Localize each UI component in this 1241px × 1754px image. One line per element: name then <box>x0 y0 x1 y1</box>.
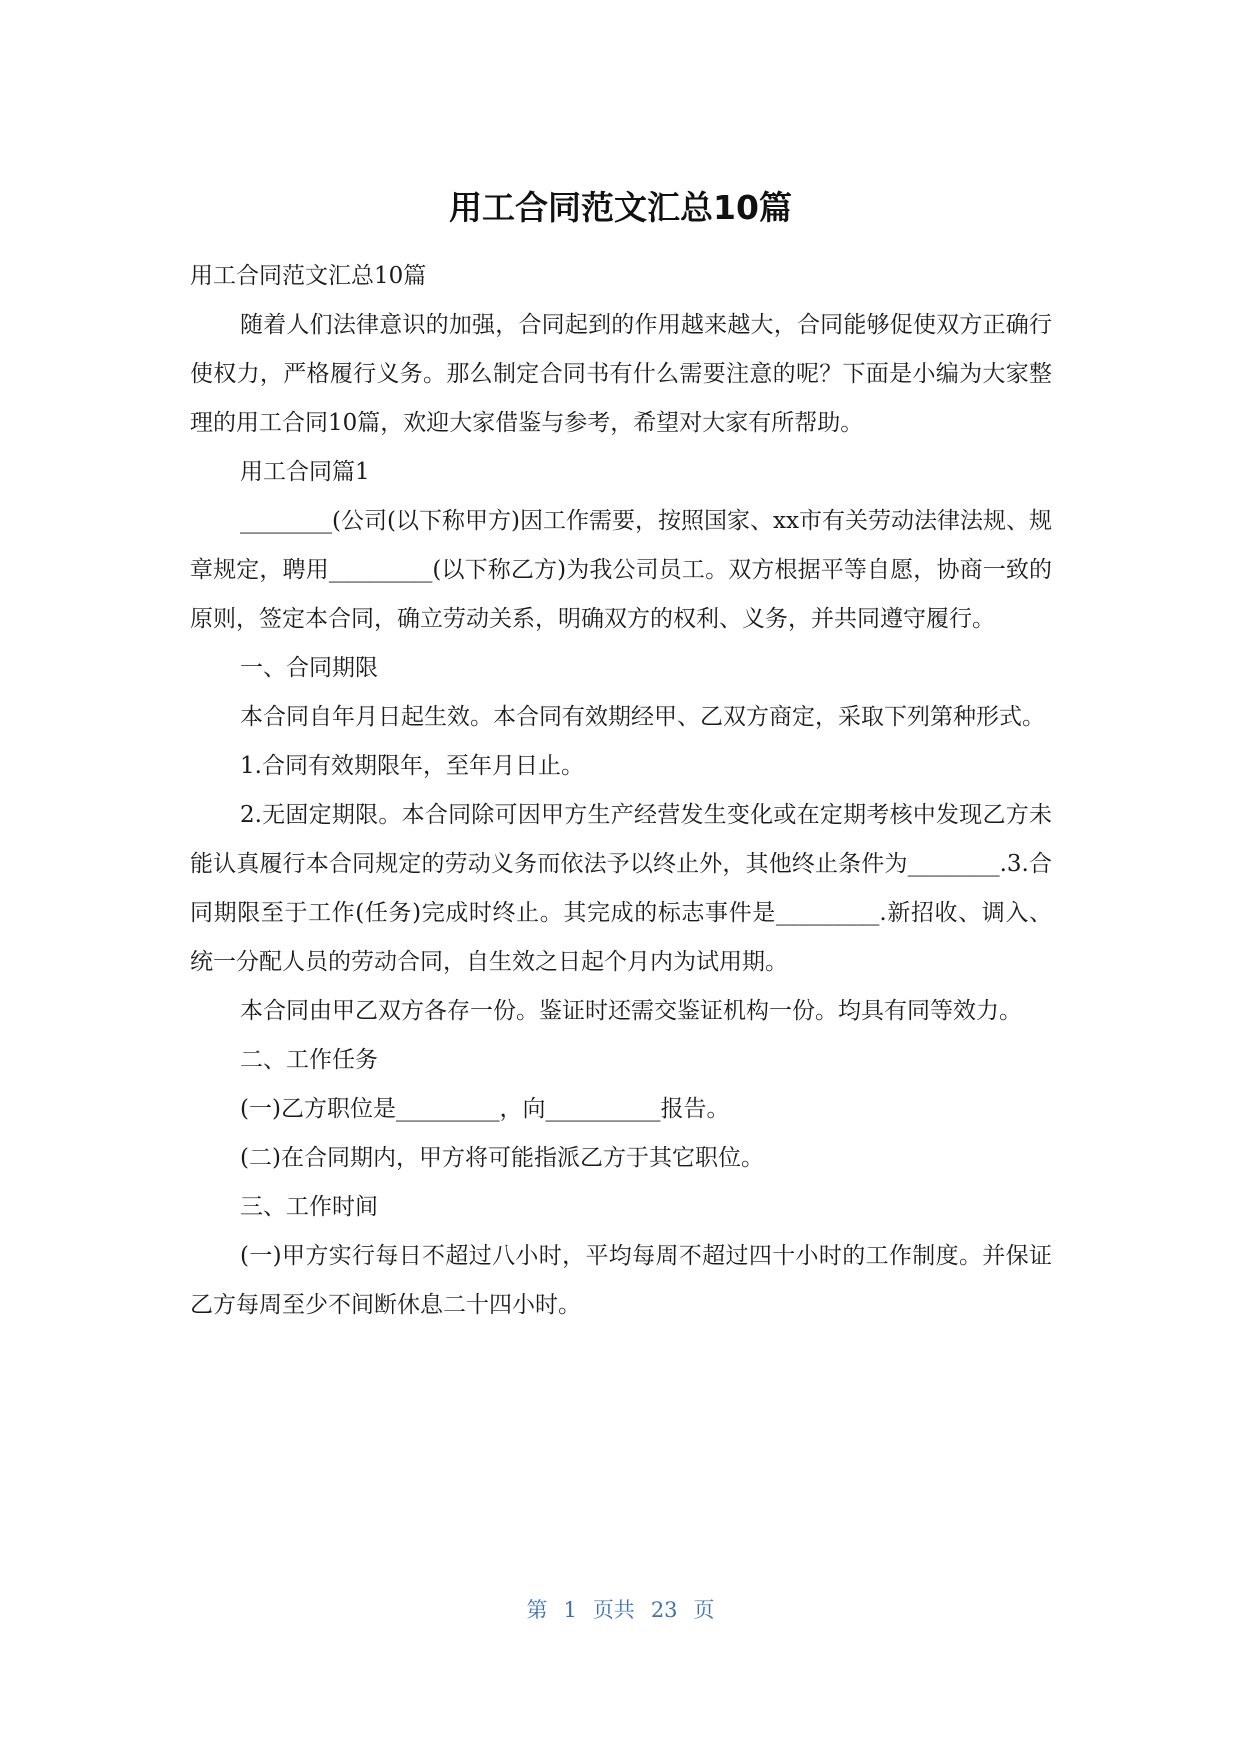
document-paragraph: (一)乙方职位是_________，向__________报告。 <box>240 1096 730 1122</box>
footer-label-end: 页 <box>693 1598 715 1622</box>
page-footer <box>0 1595 1241 1625</box>
document-paragraph: 用工合同篇1 <box>240 459 370 485</box>
footer-label-page: 第 <box>526 1598 548 1622</box>
document-paragraph: 二、工作任务 <box>240 1047 378 1073</box>
document-paragraph: 2.无固定期限。本合同除可因甲方生产经营发生变化或在定期考核中发现乙方未能认真履行本合同规定的劳动义务而依法予以终止外，其他终止条件为________.3.合同期限至于工作(任务)完成时终止。其完成的标志事件是_________.新招收、调入、统一分配人员的劳动合同，自生效之日起个月内为试用期。 <box>190 802 1052 975</box>
footer-total-pages: 23 <box>650 1598 678 1622</box>
document-paragraph: 本合同自年月日起生效。本合同有效期经甲、乙双方商定，采取下列第种形式。 <box>240 704 1045 730</box>
document-paragraph: 三、工作时间 <box>240 1194 378 1220</box>
footer-label-of: 页共 <box>592 1598 635 1622</box>
document-body <box>190 252 1052 1330</box>
document-paragraph: 随着人们法律意识的加强，合同起到的作用越来越大，合同能够促使双方正确行使权力，严格履行义务。那么制定合同书有什么需要注意的呢？下面是小编为大家整理的用工合同10篇，欢迎大家借鉴与参考，希望对大家有所帮助。 <box>190 312 1052 436</box>
document-title: 用工合同范文汇总10篇 <box>449 188 792 227</box>
document-paragraph: 本合同由甲乙双方各存一份。鉴证时还需交鉴证机构一份。均具有同等效力。 <box>240 998 1022 1024</box>
document-paragraph: 用工合同范文汇总10篇 <box>190 263 427 289</box>
document-paragraph: 1.合同有效期限年，至年月日止。 <box>240 753 584 779</box>
footer-current-page: 1 <box>563 1598 577 1622</box>
document-paragraph: ________(公司(以下称甲方)因工作需要，按照国家、xx市有关劳动法律法规、规章规定，聘用_________(以下称乙方)为我公司员工。双方根据平等自愿，协商一致的原则，签定本合同，确立劳动关系，明确双方的权利、义务，并共同遵守履行。 <box>190 508 1052 632</box>
document-paragraph: 一、合同期限 <box>240 655 378 681</box>
document-paragraph: (一)甲方实行每日不超过八小时，平均每周不超过四十小时的工作制度。并保证乙方每周至少不间断休息二十四小时。 <box>190 1243 1052 1318</box>
document-paragraph: (二)在合同期内，甲方将可能指派乙方于其它职位。 <box>240 1145 764 1171</box>
